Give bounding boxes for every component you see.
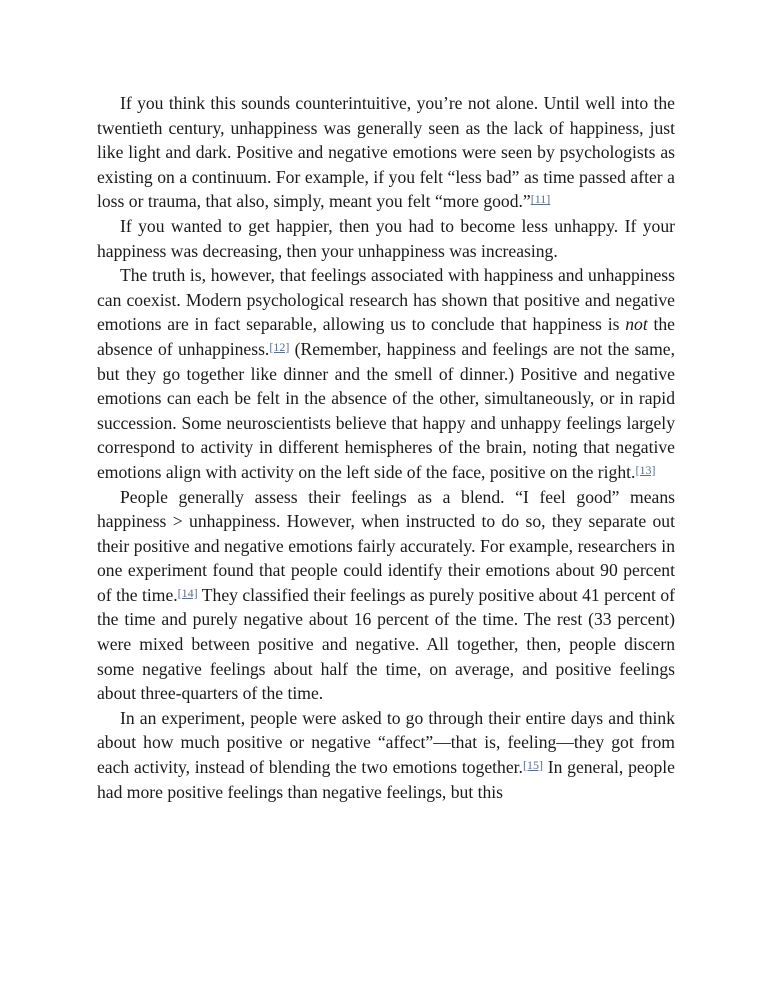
footnote-link[interactable]: [15] bbox=[522, 758, 543, 773]
paragraph-text: The truth is, however, that feelings associated with happiness and unhappiness can coexist. Modern psychological research has shown that positive and negative emotions are in fact separable, allowing us to conclude that happiness is bbox=[97, 265, 675, 335]
footnote-link[interactable]: [11] bbox=[530, 192, 551, 207]
paragraph-text: In an experiment, people were asked to go through their entire days and think about how much positive or negative “affect”—that is, feeling—they got from each activity, instead of blending the two emotions together. bbox=[97, 707, 675, 778]
paragraph-text: If you wanted to get happier, then you had to become less unhappy. If your happiness was decreasing, then your unhappiness was increasing. bbox=[97, 215, 675, 261]
paragraph-text: the absence of unhappiness. bbox=[97, 314, 675, 359]
footnote-link[interactable]: [14] bbox=[177, 585, 198, 600]
paragraph bbox=[97, 91, 675, 214]
footnote-link[interactable]: [13] bbox=[635, 462, 656, 477]
paragraph-text: In general, people had more positive feelings than negative feelings, but this bbox=[97, 757, 675, 802]
paragraph-text: (Remember, happiness and feelings are not the same, but they go together like dinner and the smell of dinner.) Positive and negative emotions can each be felt in the absence of the other, simultaneously, or in rapid succession. Some neuroscientists believe that happy and unhappy feelings largely correspond to activity in different hemispheres of the brain, noting that negative emotions align with activity on the left side of the face, positive on the right. bbox=[97, 338, 675, 482]
paragraph bbox=[97, 706, 675, 804]
paragraph-text: They classified their feelings as purely positive about 41 percent of the time and purely negative about 16 percent of the time. The rest (33 percent) were mixed between positive and negative. All together, then, people discern some negative feelings about half the time, on average, and positive feelings about three-quarters of the time. bbox=[97, 584, 675, 704]
paragraph-text: People generally assess their feelings as a blend. “I feel good” means happiness > unhappiness. However, when instructed to do so, they separate out their positive and negative emotions fairly accurately. For example, researchers in one experiment found that people could identify their emotions about 90 percent of the time. bbox=[97, 486, 675, 605]
paragraph-text: If you think this sounds counterintuitive, you’re not alone. Until well into the twentieth century, unhappiness was generally seen as the lack of happiness, just like light and dark. Positive and negative emotions were seen by psychologists as existing on a continuum. For example, if you felt “less bad” as time passed after a loss or trauma, that also, simply, meant you felt “more good.” bbox=[97, 93, 675, 212]
paragraph bbox=[97, 214, 675, 263]
body-text bbox=[97, 91, 675, 804]
footnote-link[interactable]: [12] bbox=[269, 339, 290, 354]
paragraph bbox=[97, 263, 675, 484]
emphasis-text: not bbox=[625, 314, 648, 335]
paragraph bbox=[97, 485, 675, 706]
